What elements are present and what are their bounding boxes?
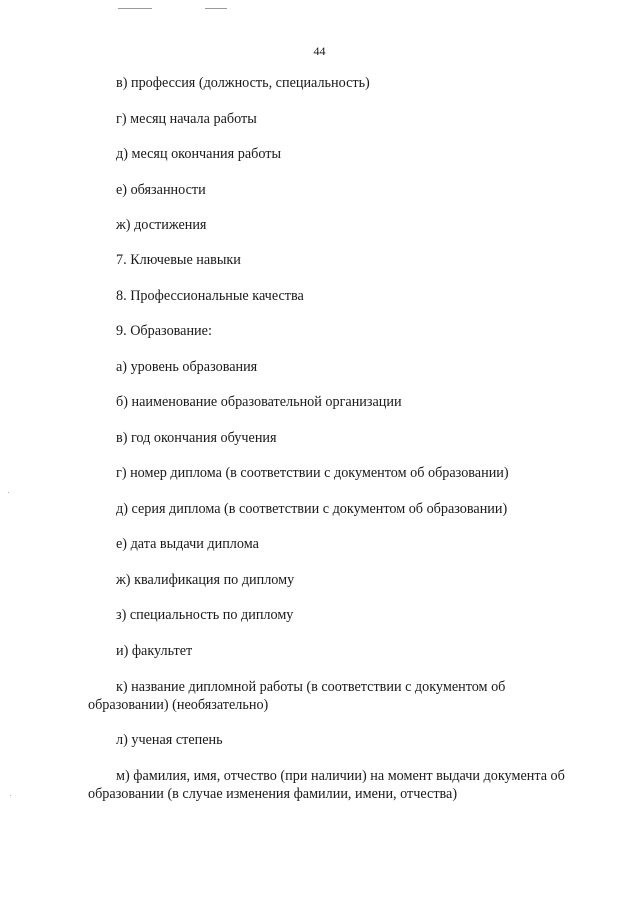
margin-speck — [8, 492, 9, 493]
list-item: к) название дипломной работы (в соответствии с документом об образовании) (необязательно) — [88, 679, 506, 713]
list-item: д) серия диплома (в соответствии с документом об образовании) — [116, 501, 508, 517]
section-heading: 9. Образование: — [116, 323, 212, 339]
list-item: г) номер диплома (в соответствии с документом об образовании) — [116, 465, 509, 481]
list-item: г) месяц начала работы — [116, 111, 257, 127]
page-number: 44 — [313, 44, 326, 58]
list-item: м) фамилия, имя, отчество (при наличии) на момент выдачи документа об образовании (в случае изменения фамилии, имени, отчества) — [88, 768, 565, 802]
section-heading: 7. Ключевые навыки — [116, 252, 241, 268]
list-item: ж) квалификация по диплому — [116, 572, 295, 588]
scan-mark-left — [118, 8, 152, 9]
list-item: ж) достижения — [116, 217, 207, 233]
list-item: в) профессия (должность, специальность) — [116, 75, 370, 91]
list-item: в) год окончания обучения — [116, 430, 277, 446]
list-item: а) уровень образования — [116, 359, 258, 375]
list-item: и) факультет — [116, 643, 193, 659]
list-item: л) ученая степень — [116, 732, 223, 748]
margin-speck — [10, 795, 11, 796]
section-heading: 8. Профессиональные качества — [116, 288, 304, 304]
list-item: е) дата выдачи диплома — [116, 536, 259, 552]
list-item: б) наименование образовательной организации — [116, 394, 402, 410]
scan-mark-right — [205, 8, 227, 9]
list-item: е) обязанности — [116, 182, 206, 198]
list-item: д) месяц окончания работы — [116, 146, 281, 162]
list-item: з) специальность по диплому — [116, 607, 294, 623]
